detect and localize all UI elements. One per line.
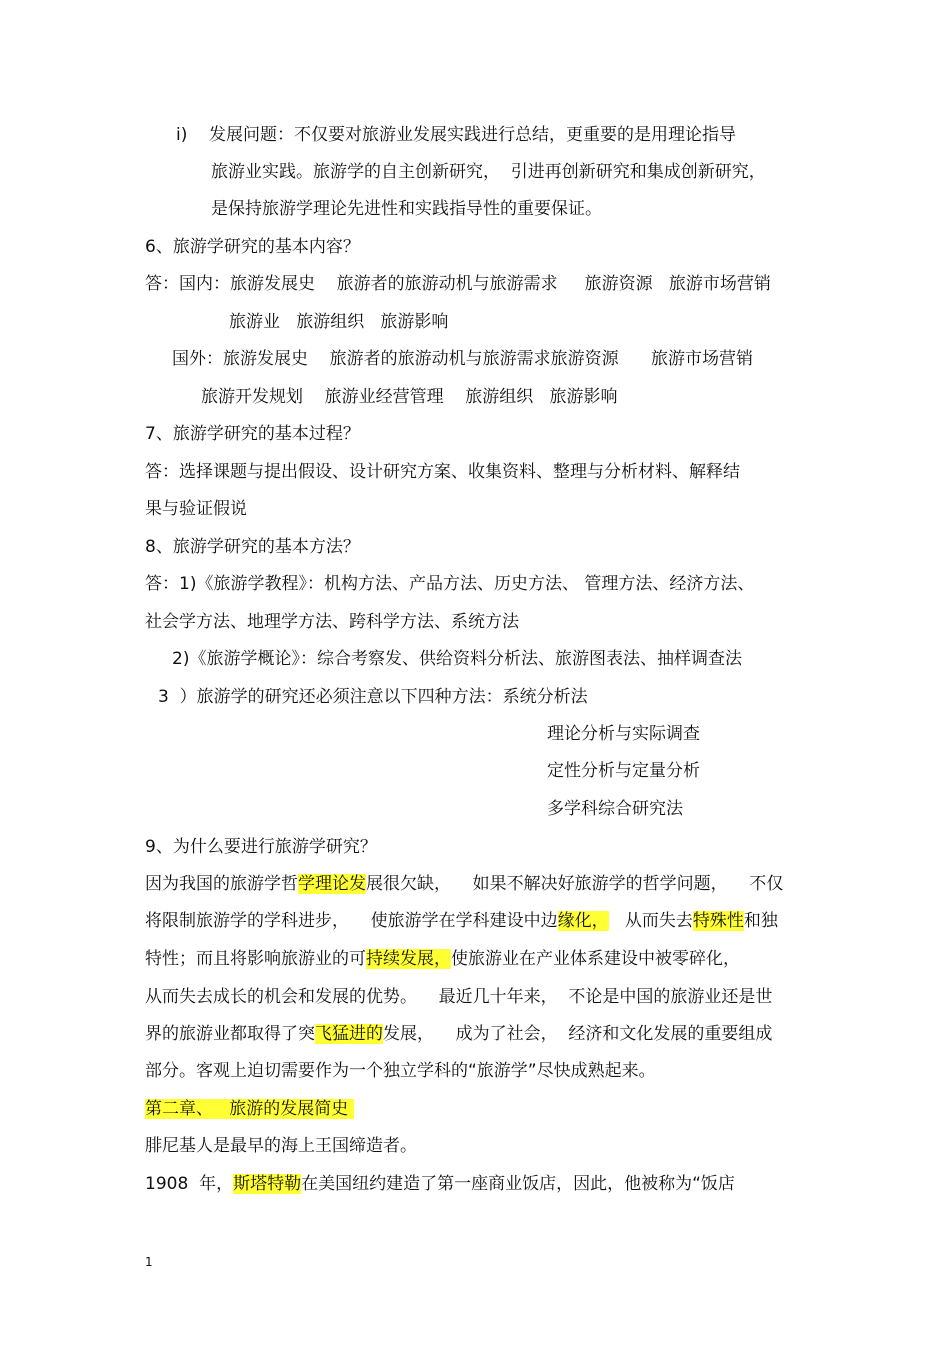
text-line — [172, 348, 753, 370]
text-run: 果与验证假说 — [145, 499, 247, 519]
text-run: 7、旅游学研究的基本过程？ — [145, 424, 360, 444]
text-run: 社会学方法、地理学方法、跨科学方法、系统方法 — [145, 612, 519, 632]
highlighted-text: 持续发展， — [366, 949, 451, 969]
text-line — [145, 498, 247, 520]
text-run: 展很欠缺， 如果不解决好旅游学的哲学问题， 不仅 — [366, 874, 784, 894]
text-run: 从而失去成长的机会和发展的优势。 最近几十年来， 不论是中国的旅游业还是世 — [145, 987, 773, 1007]
text-line — [145, 873, 783, 895]
text-run: i) 发展问题：不仅要对旅游业发展实践进行总结，更重要的是用理论指导 — [176, 125, 736, 145]
text-run: 将限制旅游学的学科进步， 使旅游学在学科建设中边 — [145, 911, 558, 931]
text-run: 和独 — [743, 911, 778, 931]
text-run: 旅游开发规划 旅游业经营管理 旅游组织 旅游影响 — [201, 387, 618, 407]
text-run: 9、为什么要进行旅游学研究？ — [145, 837, 377, 857]
text-line — [547, 798, 683, 820]
text-run: 多学科综合研究法 — [547, 799, 683, 819]
text-line — [145, 1135, 417, 1157]
text-line — [176, 124, 736, 146]
text-line — [145, 273, 771, 295]
text-line — [145, 573, 754, 595]
text-run: 因为我国的旅游学哲 — [145, 874, 298, 894]
text-run: 从而失去 — [608, 911, 693, 931]
text-line — [145, 1060, 656, 1082]
highlighted-text: 斯塔特勒 — [233, 1174, 302, 1194]
highlighted-text: 飞猛进的 — [315, 1024, 383, 1044]
text-run: 使旅游业在产业体系建设中被零碎化， — [451, 949, 740, 969]
chapter-heading — [145, 1098, 354, 1120]
section-heading — [145, 536, 360, 558]
text-run: 发展， 成为了社会， 经济和文化发展的重要组成 — [383, 1024, 773, 1044]
text-line — [229, 311, 448, 333]
text-line — [158, 686, 588, 708]
text-run: 界的旅游业都取得了突 — [145, 1024, 315, 1044]
text-run: 腓尼基人是最早的海上王国缔造者。 — [145, 1136, 417, 1156]
highlighted-text: 第二章、 旅游的发展简史 — [145, 1099, 354, 1119]
text-run: 答：选择课题与提出假设、设计研究方案、收集资料、整理与分析材料、解释结 — [145, 462, 740, 482]
highlighted-text: 缘化， — [557, 911, 609, 931]
text-run: 部分。客观上迫切需要作为一个独立学科的“旅游学”尽快成熟起来。 — [145, 1061, 656, 1081]
text-run: 理论分析与实际调查 — [547, 724, 700, 744]
text-run: 旅游业实践。旅游学的自主创新研究， 引进再创新研究和集成创新研究， — [211, 162, 766, 182]
section-heading — [145, 423, 360, 445]
text-line — [172, 648, 742, 670]
page-number: 1 — [145, 1255, 153, 1269]
text-run: 答：1)《旅游学教程》：机构方法、产品方法、历史方法、 管理方法、经济方法、 — [145, 574, 755, 594]
highlighted-text: 学理论发 — [298, 874, 366, 894]
text-run: 定性分析与定量分析 — [547, 761, 700, 781]
text-line — [145, 910, 778, 932]
text-run: 旅游业 旅游组织 旅游影响 — [229, 312, 449, 332]
text-line — [547, 723, 700, 745]
text-line — [211, 198, 602, 220]
text-run: 国外：旅游发展史 旅游者的旅游动机与旅游需求旅游资源 旅游市场营销 — [172, 349, 754, 369]
text-run: 在美国纽约建造了第一座商业饭店，因此，他被称为“饭店 — [301, 1174, 735, 1194]
text-line — [145, 1173, 735, 1195]
text-run: 2)《旅游学概论》：综合考察发、供给资料分析法、旅游图表法、抽样调查法 — [172, 649, 742, 669]
text-line — [145, 611, 519, 633]
text-run: 1908 年， — [145, 1174, 234, 1194]
text-line — [145, 986, 772, 1008]
text-run: 8、旅游学研究的基本方法？ — [145, 537, 360, 557]
text-run: 6、旅游学研究的基本内容？ — [145, 237, 360, 257]
text-run: 答：国内：旅游发展史 旅游者的旅游动机与旅游需求 旅游资源 旅游市场营销 — [145, 274, 771, 294]
text-line — [211, 161, 766, 183]
text-run: 是保持旅游学理论先进性和实践指导性的重要保证。 — [211, 199, 602, 219]
text-run: 特性；而且将影响旅游业的可 — [145, 949, 366, 969]
text-line — [145, 461, 740, 483]
text-line — [145, 948, 740, 970]
text-line — [547, 760, 700, 782]
text-line — [201, 386, 617, 408]
text-line — [145, 1023, 772, 1045]
text-run: 3 ）旅游学的研究还必须注意以下四种方法：系统分析法 — [158, 687, 588, 707]
section-heading — [145, 236, 360, 258]
section-heading — [145, 836, 377, 858]
highlighted-text: 特殊性 — [692, 911, 744, 931]
